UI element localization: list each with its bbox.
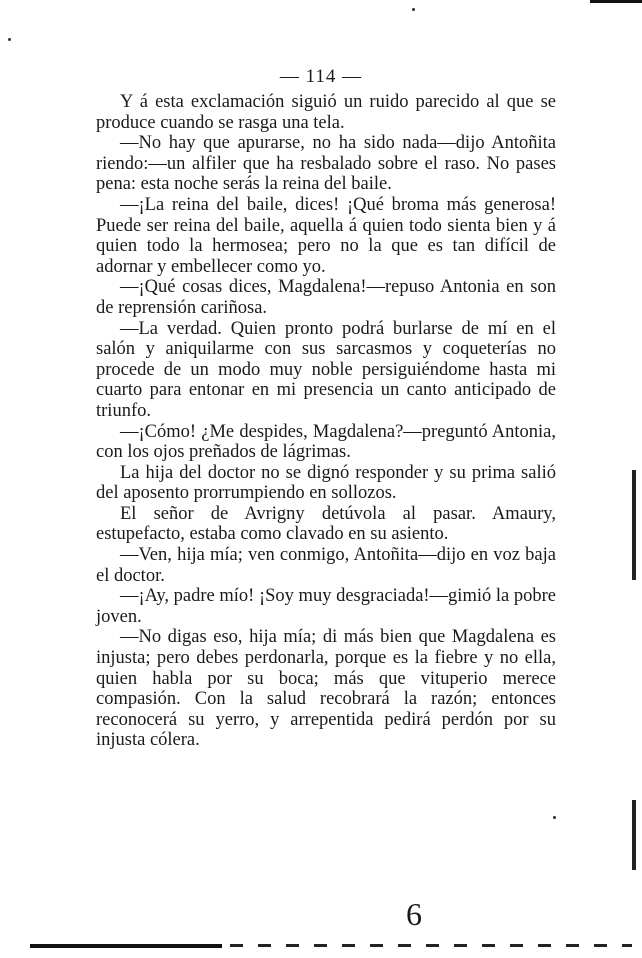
- bottom-solid-rule: [30, 944, 222, 948]
- right-edge-shadow-lower: [632, 800, 636, 870]
- paragraph: —¡Ay, padre mío! ¡Soy muy desgraciada!—gimió la pobre joven.: [96, 586, 556, 627]
- paragraph: Y á esta exclamación siguió un ruido parecido al que se produce cuando se rasga una tela.: [96, 92, 556, 133]
- paragraph: —¡Qué cosas dices, Magdalena!—repuso Antonia en son de reprensión cariñosa.: [96, 277, 556, 318]
- signature-mark: 6: [406, 896, 422, 932]
- paragraph: —La verdad. Quien pronto podrá burlarse de mí en el salón y aniquilarme con sus sarcasmos y coqueterías no procede de un modo muy noble persiguiéndome hasta mi cuarto para entonar en mi presencia un canto anticipado de triunfo.: [96, 318, 556, 421]
- bottom-dashed-rule: [230, 944, 632, 947]
- paragraph: —No hay que apurarse, no ha sido nada—dijo Antoñita riendo:—un alfiler que ha resbalado sobre el raso. No pases pena: esta noche serás la reina del baile.: [96, 133, 556, 195]
- paragraph: El señor de Avrigny detúvola al pasar. Amaury, estupefacto, estaba como clavado en su asiento.: [96, 503, 556, 545]
- paragraph: —No digas eso, hija mía; di más bien que Magdalena es injusta; pero debes perdonarla, porque es la fiebre y no ella, quien habla por su boca; más que vituperio merece compasión. Con la salud recobrará la razón; entonces reconocerá su yerro, y arrepentida pedirá perdón por su injusta cólera.: [96, 627, 556, 751]
- paragraph: —¡Cómo! ¿Me despides, Magdalena?—preguntó Antonia, con los ojos preñados de lágrimas.: [96, 421, 556, 463]
- right-edge-shadow: [632, 470, 636, 580]
- paper-speck: [412, 8, 415, 11]
- top-edge-rule: [590, 0, 642, 3]
- paragraph: La hija del doctor no se dignó responder y su prima salió del aposento prorrumpiendo en sollozos.: [96, 462, 556, 504]
- paragraph: —Ven, hija mía; ven conmigo, Antoñita—dijo en voz baja el doctor.: [96, 545, 556, 586]
- paper-speck: [8, 38, 11, 41]
- paper-speck: [553, 816, 556, 819]
- page-number: — 114 —: [279, 66, 363, 87]
- paragraph: —¡La reina del baile, dices! ¡Qué broma más generosa! Puede ser reina del baile, aquella á quien todo sienta bien y á quien todo la hermosea; pero no la que es tan difícil de adornar y embellecer como yo.: [96, 194, 556, 277]
- body-text: [96, 92, 556, 751]
